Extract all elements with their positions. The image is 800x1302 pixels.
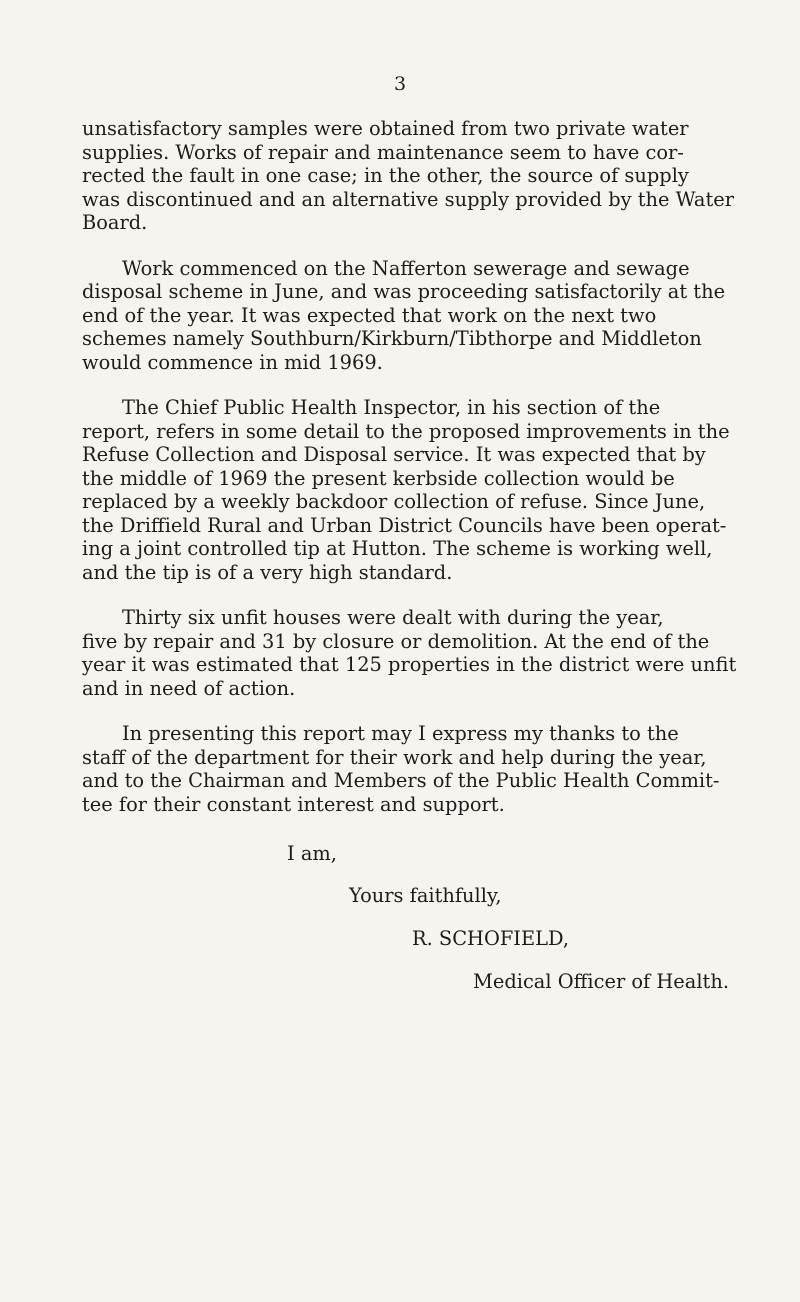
text-line: was discontinued and an alternative supply provided by the Water — [82, 187, 735, 211]
page-number: 3 — [393, 73, 407, 95]
text-line: schemes namely Southburn/Kirkburn/Tibthorpe and Middleton — [82, 327, 702, 350]
salutation: I am, — [287, 842, 337, 865]
text-line: end of the year. It was expected that work on the next two — [82, 303, 657, 327]
text-line: Board. — [82, 211, 148, 234]
signatory-name: R. SCHOFIELD, — [412, 927, 570, 950]
text-line: and in need of action. — [82, 676, 296, 700]
text-line: disposal scheme in June, and was proceeding satisfactorily at the — [82, 280, 726, 303]
text-line: rected the fault in one case; in the other, the source of supply — [82, 164, 689, 187]
letter-body — [82, 117, 762, 838]
text-line: would commence in mid 1969. — [82, 350, 383, 374]
signatory-title: Medical Officer of Health. — [473, 970, 729, 993]
text-line: and to the Chairman and Members of the Public Health Commit- — [82, 769, 720, 792]
text-line: ing a joint controlled tip at Hutton. The scheme is working well, — [82, 537, 713, 560]
text-line: the middle of 1969 the present kerbside collection would be — [82, 466, 675, 490]
text-line: staff of the department for their work and help during the year, — [82, 745, 707, 769]
paragraph-thanks — [82, 722, 762, 816]
text-line: The Chief Public Health Inspector, in his section of the — [122, 396, 661, 419]
text-line: Refuse Collection and Disposal service. It was expected that by — [82, 443, 706, 466]
text-line: and the tip is of a very high standard. — [82, 560, 453, 584]
paragraph-sewerage — [82, 257, 762, 375]
paragraph-refuse-collection — [82, 396, 762, 584]
paragraph-unfit-houses — [82, 606, 762, 700]
text-line: year it was estimated that 125 properties in the district were unfit — [82, 653, 737, 676]
text-line: the Driffield Rural and Urban District Councils have been operat- — [82, 513, 727, 537]
text-line: replaced by a weekly backdoor collection of refuse. Since June, — [82, 490, 706, 513]
paragraph-water-supplies — [82, 117, 762, 235]
text-line: Work commenced on the Nafferton sewerage and sewage — [122, 256, 690, 280]
text-line: Thirty six unfit houses were dealt with during the year, — [122, 606, 664, 629]
text-line: In presenting this report may I express my thanks to the — [122, 722, 679, 745]
text-line: supplies. Works of repair and maintenance seem to have cor- — [82, 140, 684, 164]
valediction: Yours faithfully, — [349, 884, 502, 907]
text-line: five by repair and 31 by closure or demolition. At the end of the — [82, 629, 710, 653]
text-line: tee for their constant interest and support. — [82, 792, 505, 816]
text-line: unsatisfactory samples were obtained from two private water — [82, 117, 689, 140]
text-line: report, refers in some detail to the proposed improvements in the — [82, 419, 730, 443]
